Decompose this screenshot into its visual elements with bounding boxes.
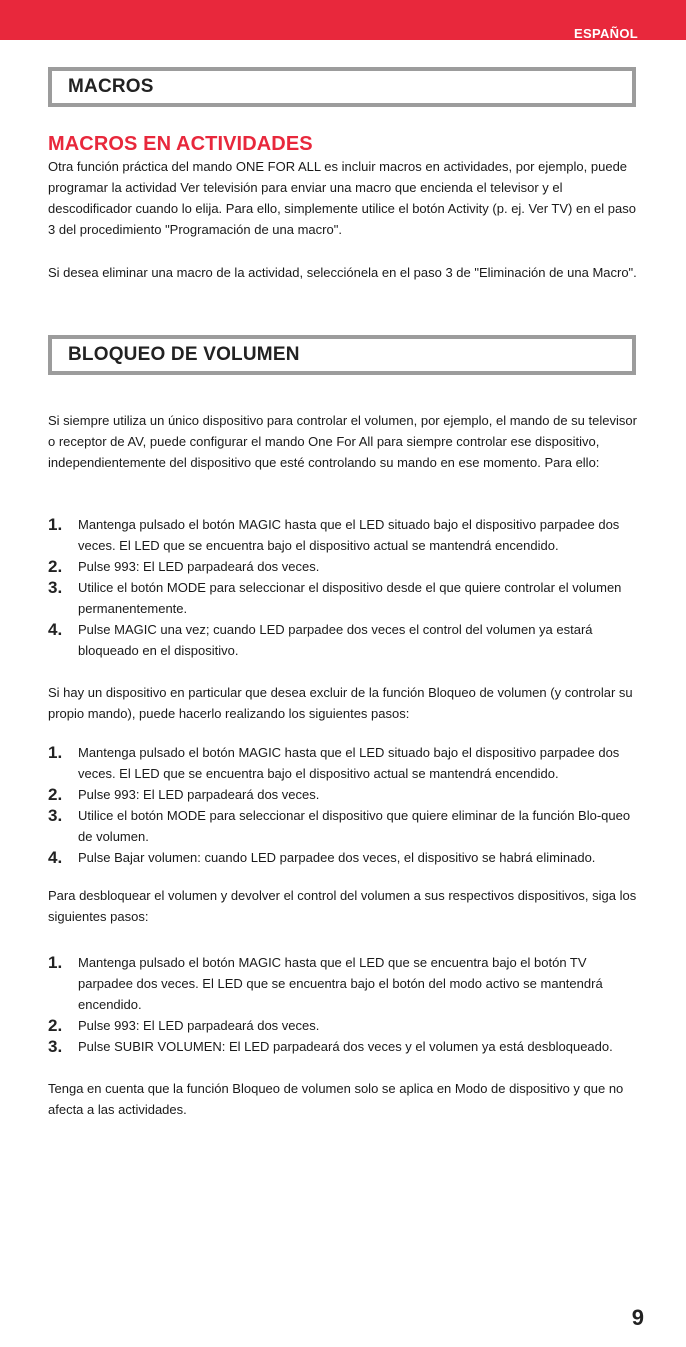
list-item <box>48 556 638 577</box>
list-item <box>48 577 638 619</box>
step-number: 3. <box>48 1037 63 1056</box>
macros-paragraph-1: Otra función práctica del mando ONE FOR ALL es incluir macros en actividades, por ejemplo, puede programar la actividad Ver televisión para enviar una macro que encienda el televisor y el descodificador cuando lo elija. Para ello, simplemente utilice el botón Activity (p. ej. Ver TV) en el paso 3 del procedimiento "Programación de una macro". <box>48 159 636 237</box>
list-item <box>48 1036 638 1057</box>
list-item <box>48 805 638 847</box>
step-text: Mantenga pulsado el botón MAGIC hasta que el LED que se encuentra bajo el botón TV parpadee dos veces. El LED que se encuentra bajo el botón del modo activo se mantendrá encendido. <box>78 955 603 1012</box>
list-item <box>48 514 638 556</box>
step-text: Pulse Bajar volumen: cuando LED parpadee dos veces, el dispositivo se habrá eliminado. <box>78 850 596 865</box>
section-header-volume-lock <box>48 335 636 375</box>
step-number: 1. <box>48 953 63 972</box>
section-title: BLOQUEO DE VOLUMEN <box>52 339 632 371</box>
step-number: 2. <box>48 785 63 804</box>
section-title: MACROS <box>52 71 632 103</box>
exclude-intro: Si hay un dispositivo en particular que desea excluir de la función Bloqueo de volumen (y controlar su propio mando), puede hacerlo realizando los siguientes pasos: <box>48 685 633 721</box>
step-text: Mantenga pulsado el botón MAGIC hasta que el LED situado bajo el dispositivo parpadee dos veces. El LED que se encuentra bajo el dispositivo actual se mantendrá encendido. <box>78 745 620 781</box>
page-number: 9 <box>631 1305 644 1330</box>
volume-intro: Si siempre utiliza un único dispositivo para controlar el volumen, por ejemplo, el mando de su televisor o receptor de AV, puede configurar el mando One For All para siempre controlar ese dispositivo, independientemente del dispositivo que esté controlando su mando en ese momento. Para ello: <box>48 413 637 470</box>
step-number: 2. <box>48 557 63 576</box>
step-number: 3. <box>48 578 63 597</box>
volume-lock-note: Tenga en cuenta que la función Bloqueo de volumen solo se aplica en Modo de dispositivo y que no afecta a las actividades. <box>48 1081 624 1117</box>
step-text: Pulse MAGIC una vez; cuando LED parpadee dos veces el control del volumen ya estará bloqueado en el dispositivo. <box>78 622 593 658</box>
list-item <box>48 847 638 868</box>
step-number: 4. <box>48 620 63 639</box>
list-item <box>48 742 638 784</box>
step-text: Utilice el botón MODE para seleccionar el dispositivo que quiere eliminar de la función Blo-queo de volumen. <box>78 808 631 844</box>
step-text: Pulse 993: El LED parpadeará dos veces. <box>78 1018 320 1033</box>
step-number: 4. <box>48 848 63 867</box>
list-item <box>48 1015 638 1036</box>
unlock-intro: Para desbloquear el volumen y devolver el control del volumen a sus respectivos dispositivos, siga los siguientes pasos: <box>48 888 637 924</box>
list-item <box>48 619 638 661</box>
section-header-macros <box>48 67 636 107</box>
subsection-title: MACROS EN ACTIVIDADES <box>48 133 313 155</box>
step-text: Pulse 993: El LED parpadeará dos veces. <box>78 559 320 574</box>
step-number: 3. <box>48 806 63 825</box>
step-text: Pulse SUBIR VOLUMEN: El LED parpadeará dos veces y el volumen ya está desbloqueado. <box>78 1039 613 1054</box>
steps-list-unlock <box>48 952 638 1057</box>
step-number: 1. <box>48 743 63 762</box>
step-text: Mantenga pulsado el botón MAGIC hasta que el LED situado bajo el dispositivo parpadee dos veces. El LED que se encuentra bajo el dispositivo actual se mantendrá encendido. <box>78 517 620 553</box>
steps-list-exclude <box>48 742 638 868</box>
step-text: Utilice el botón MODE para seleccionar el dispositivo desde el que quiere controlar el volumen permanentemente. <box>78 580 622 616</box>
language-label: ESPAÑOL <box>574 26 638 41</box>
steps-list-lock <box>48 514 638 661</box>
step-text: Pulse 993: El LED parpadeará dos veces. <box>78 787 320 802</box>
list-item <box>48 784 638 805</box>
macros-paragraph-2: Si desea eliminar una macro de la actividad, selecciónela en el paso 3 de "Eliminación de una Macro". <box>48 265 637 280</box>
step-number: 2. <box>48 1016 63 1035</box>
step-number: 1. <box>48 515 63 534</box>
list-item <box>48 952 638 1015</box>
